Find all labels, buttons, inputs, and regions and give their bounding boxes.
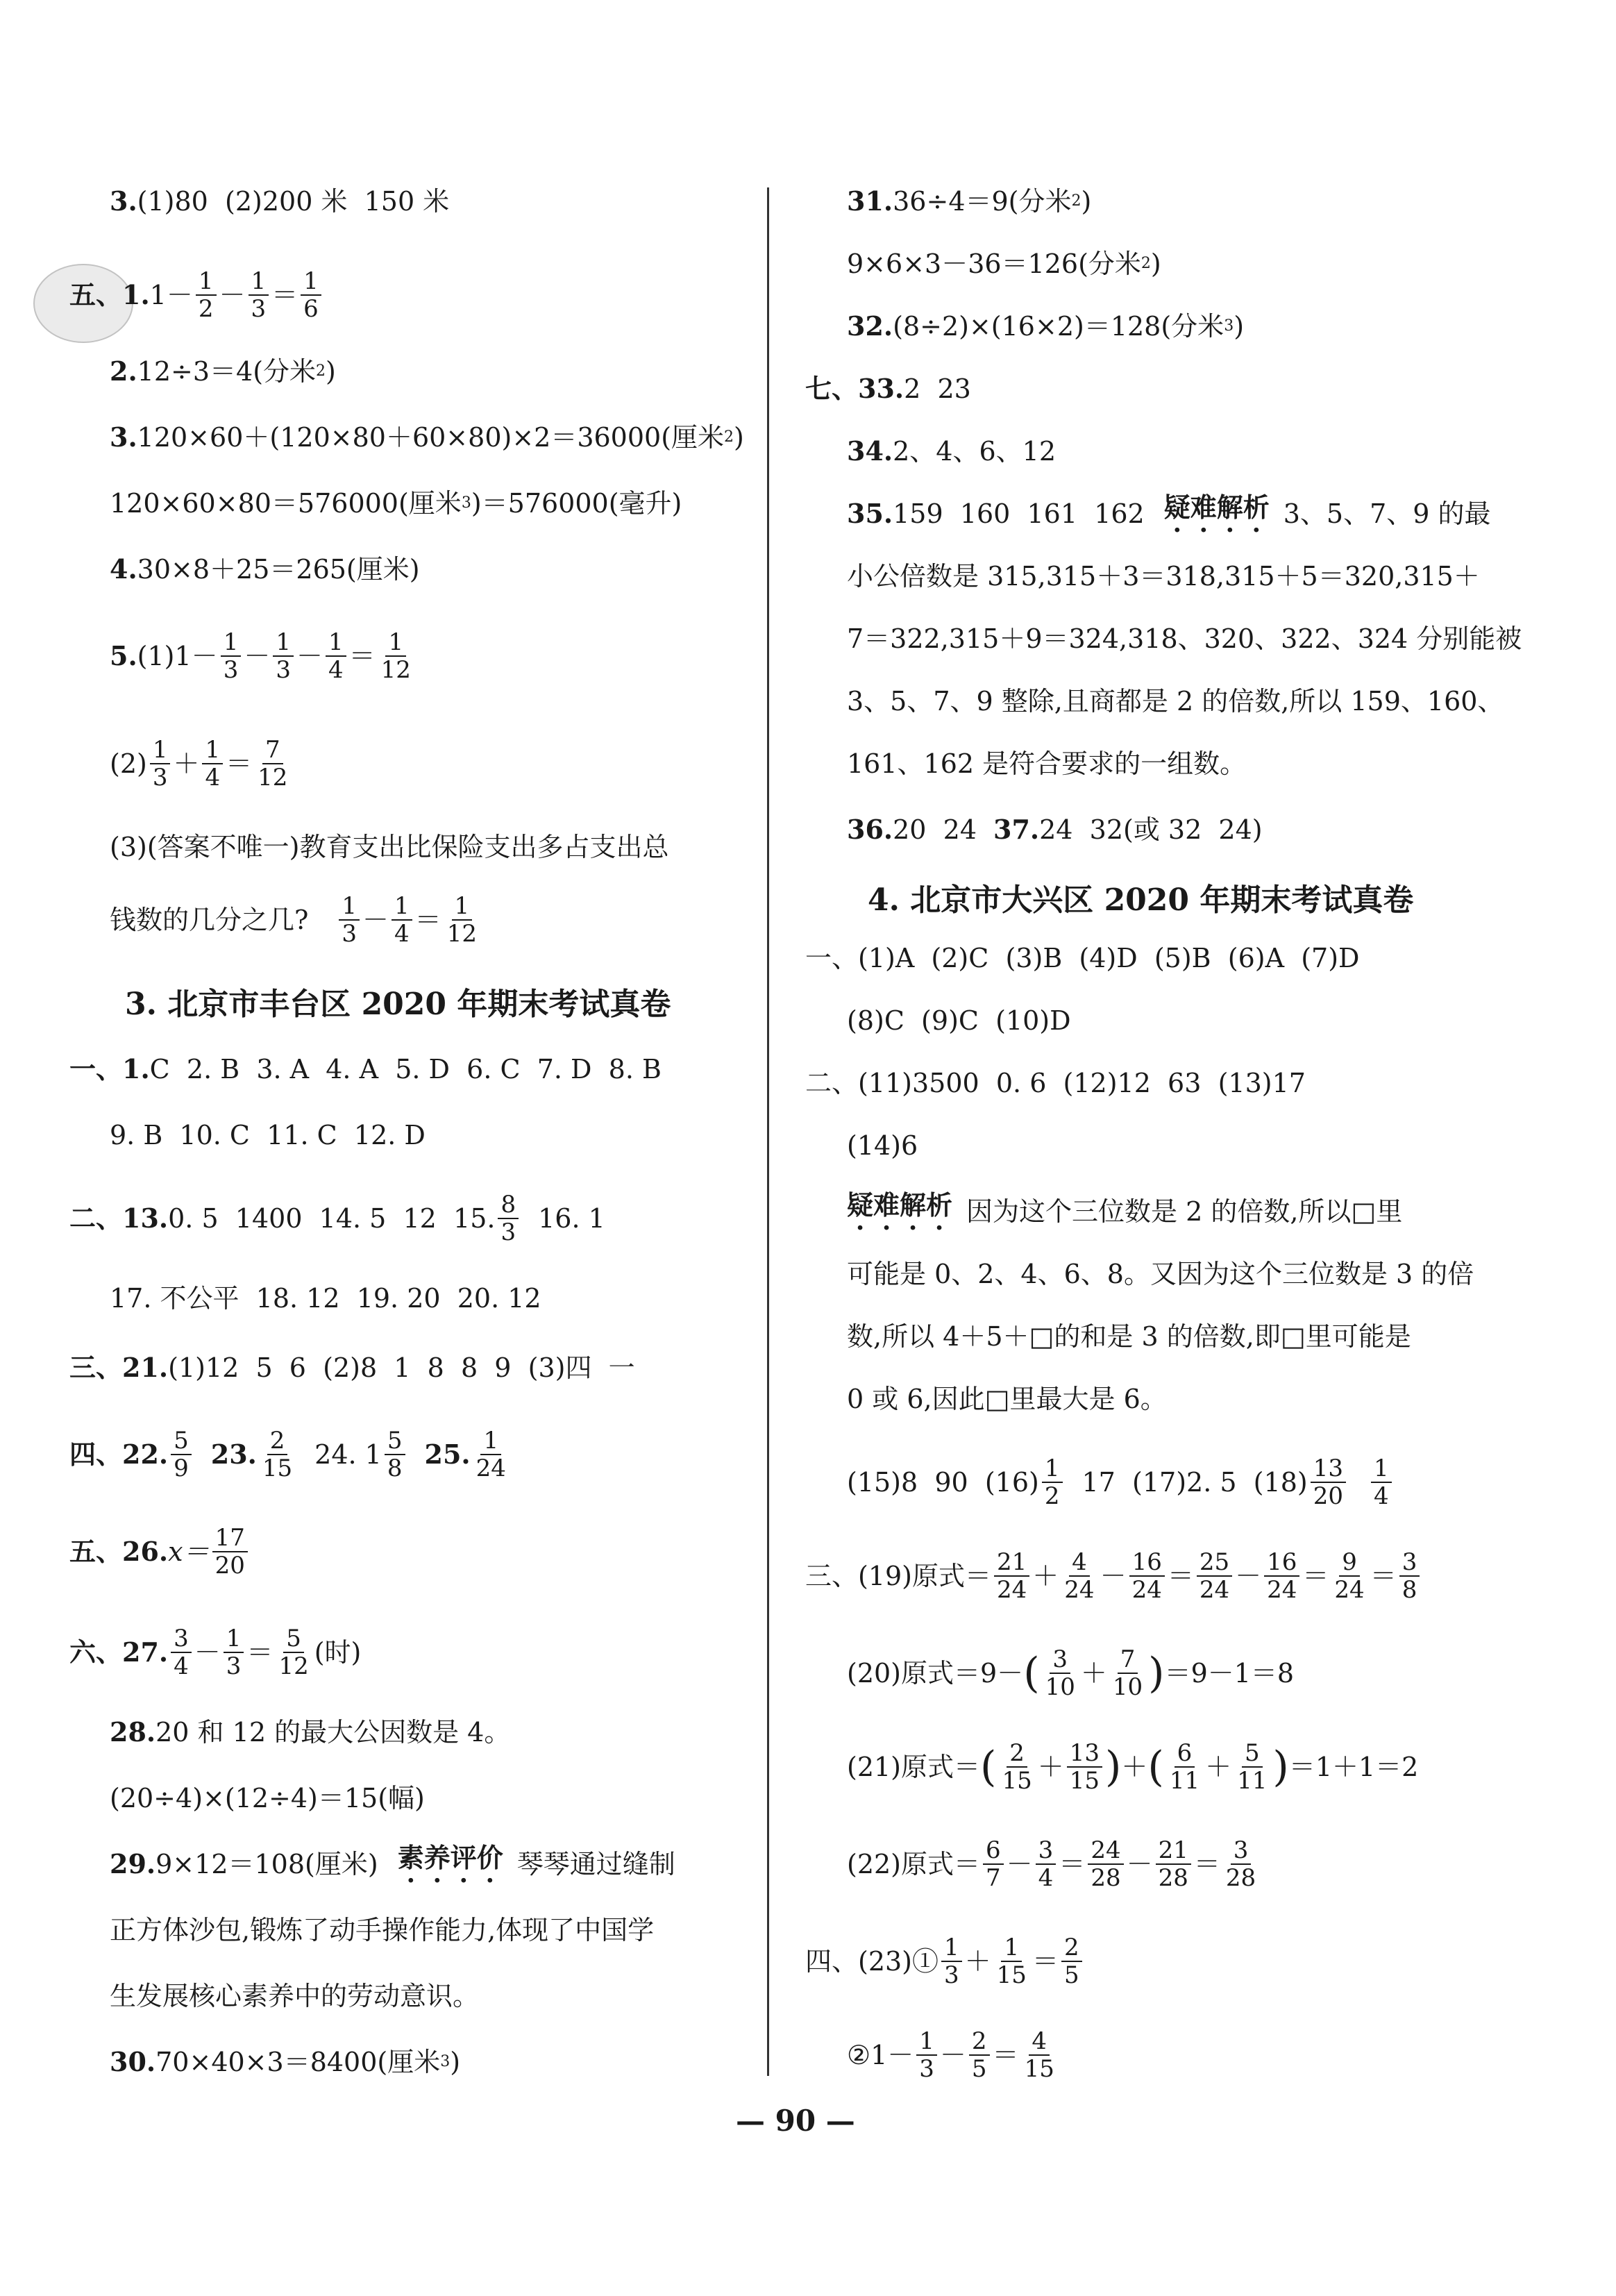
answer-line: [69, 1343, 635, 1392]
fraction: $\frac{5}{11}$: [1237, 1739, 1268, 1795]
answer-text: 四、(23)①: [805, 1946, 939, 1977]
answer-text: 一、(1)A (2)C (3)B (4)D (5)B (6)A (7)D: [805, 943, 1360, 973]
answer-line: [110, 1708, 510, 1757]
answer-line: [69, 1416, 512, 1493]
answer-line: [805, 934, 1359, 982]
fraction: $\frac{1}{4}$: [202, 737, 223, 791]
answer-text: 0 或 6,因此□里最大是 6。: [847, 1384, 1167, 1414]
question-number: 36.: [847, 814, 893, 845]
answer-line: [847, 805, 1263, 854]
fraction: $\frac{21}{28}$: [1156, 1837, 1191, 1891]
answer-text: 三、(19)原式＝: [805, 1561, 992, 1591]
answer-text: 20 和 12 的最大公因数是 4。: [155, 1717, 511, 1748]
answer-line: 五、1. 1－ $\frac{1}{2}$ － $\frac{1}{3}$ ＝ $\frac{1}{6}$: [69, 257, 324, 333]
answer-text: 24 32(或 32 24): [1039, 814, 1263, 845]
fraction: $\frac{13}{20}$: [1311, 1455, 1346, 1509]
answer-text: (21)原式＝: [847, 1752, 981, 1782]
fraction: $\frac{1}{4}$: [392, 893, 412, 947]
page-number: — 90 —: [736, 2104, 855, 2138]
answer-text: 17 (17)2. 5 (18): [1081, 1467, 1308, 1498]
answer-line: [847, 1444, 1395, 1520]
answer-line: 六、27. $\frac{3}{4}$ － $\frac{1}{3}$ ＝ $\frac{5}{12}$ (时): [69, 1625, 362, 1680]
fraction: $\frac{13}{15}$: [1067, 1740, 1102, 1794]
question-number: 30.: [110, 2046, 156, 2077]
answer-line: 2. 12÷3＝4(分米 2 ): [110, 347, 336, 396]
answer-line: 9×6×3－36＝126(分米 2 ): [847, 240, 1161, 288]
fraction: $\frac{1}{3}$: [224, 1625, 244, 1679]
answer-line: [847, 1250, 1474, 1298]
fraction: $\frac{2}{5}$: [1061, 1934, 1082, 1988]
fraction: $\frac{3}{4}$: [1036, 1837, 1057, 1891]
answer-text: 钱数的几分之几?: [110, 905, 309, 935]
answer-text: (2): [110, 748, 147, 779]
fraction: $\frac{8}{3}$: [498, 1191, 519, 1246]
fraction: $\frac{17}{20}$: [212, 1525, 248, 1579]
answer-text: (20÷4)×(12÷4)＝15(幅): [110, 1783, 425, 1813]
answer-text: ＝1＋1＝2: [1288, 1752, 1419, 1782]
fraction: $\frac{1}{6}$: [301, 268, 321, 322]
question-number: 4.: [110, 553, 137, 585]
question-number: 35.: [847, 498, 893, 529]
answer-text: 因为这个三位数是 2 的倍数,所以□里: [966, 1196, 1403, 1227]
answer-text: x＝: [168, 1536, 210, 1567]
answer-line: 3. 120×60＋(120×80＋60×80)×2＝36000(厘米 2 ): [110, 413, 744, 462]
answer-text: 36÷4＝9(分米: [893, 186, 1072, 217]
answer-text: 16. 1: [538, 1203, 605, 1234]
fraction: $\frac{5}{12}$: [278, 1625, 309, 1680]
fraction: $\frac{1}{3}$: [916, 2028, 937, 2082]
column-divider: [767, 187, 769, 2076]
answer-text: 数,所以 4＋5＋□的和是 3 的倍数,即□里可能是: [847, 1321, 1411, 1352]
answer-text: 70×40×3＝8400(厘米: [155, 2047, 441, 2077]
answer-text: 7＝322,315＋9＝324,318、320、322、324 分别能被: [847, 623, 1522, 654]
question-number: 三、21.: [69, 1352, 169, 1383]
answer-line: [110, 1774, 425, 1822]
answer-text: 二、(11)3500 0. 6 (12)12 63 (13)17: [805, 1068, 1306, 1098]
answer-text: ②1－: [847, 2040, 914, 2070]
answer-line: [805, 1059, 1306, 1107]
answer-text: 24. 1: [314, 1439, 382, 1470]
answer-text: 小公倍数是 315,315＋3＝318,315＋5＝320,315＋: [847, 561, 1480, 592]
fraction: $\frac{6}{11}$: [1169, 1739, 1200, 1795]
answer-text: (8÷2)×(16×2)＝128(分米: [893, 311, 1224, 342]
fraction: $\frac{1}{3}$: [339, 893, 360, 947]
fraction: $\frac{1}{4}$: [326, 629, 346, 683]
answer-line: [805, 364, 971, 413]
question-number: 5.: [110, 640, 137, 671]
answer-text: (8)C (9)C (10)D: [847, 1005, 1071, 1036]
section-heading: 3. 北京市丰台区 2020 年期末考试真卷: [125, 987, 671, 1022]
fraction: $\frac{3}{4}$: [171, 1625, 192, 1679]
fraction: $\frac{4}{15}$: [1024, 2027, 1054, 2083]
question-number: 五、26.: [69, 1536, 169, 1567]
fraction: $\frac{1}{2}$: [196, 268, 217, 322]
fraction: $\frac{4}{24}$: [1064, 1548, 1095, 1604]
answer-line: [847, 552, 1480, 601]
fraction: $\frac{7}{12}$: [258, 736, 288, 791]
question-number: 3.: [110, 421, 137, 453]
answer-text: (15)8 90 (16): [847, 1467, 1039, 1498]
answer-line: [69, 1180, 605, 1257]
answer-line: 5. (1)1－ $\frac{1}{3}$ － $\frac{1}{3}$ － $\frac{1}{4}$ ＝ $\frac{1}{12}$: [110, 618, 416, 694]
answer-line: (2) $\frac{1}{3}$ ＋ $\frac{1}{4}$ ＝ $\frac{7}{12}$: [110, 726, 293, 802]
answer-line: [69, 1514, 251, 1590]
fraction: $\frac{2}{15}$: [262, 1427, 293, 1482]
question-number: 六、27.: [69, 1636, 169, 1668]
answer-line: 钱数的几分之几? $\frac{1}{3}$ － $\frac{1}{4}$ ＝ $\frac{1}{12}$: [110, 882, 482, 958]
answer-line: [847, 677, 1504, 726]
answer-text: 3、5、7、9 整除,且商都是 2 的倍数,所以 159、160、: [847, 686, 1504, 717]
answer-text: 生发展核心素养中的劳动意识。: [110, 1981, 480, 2011]
answer-line: (20)原式＝9－ ( $\frac{3}{10}$ ＋ $\frac{7}{10}$ ) ＝9－1＝8: [847, 1645, 1295, 1701]
answer-text: 120×60×80＝576000(厘米: [110, 488, 462, 519]
answer-line: [110, 1274, 541, 1323]
answer-text: (1)12 5 6 (2)8 1 8 8 9 (3)四 一: [168, 1352, 635, 1383]
fraction: $\frac{16}{24}$: [1264, 1549, 1299, 1603]
answer-line: [110, 1840, 675, 1888]
answer-text: C 2. B 3. A 4. A 5. D 6. C 7. D 8. B: [149, 1054, 662, 1084]
answer-text: (时): [314, 1637, 362, 1668]
fraction: $\frac{21}{24}$: [994, 1549, 1029, 1603]
answer-line: [847, 489, 1491, 538]
answer-line: (21)原式＝ ( $\frac{2}{15}$ ＋ $\frac{13}{15}$ ) ＋ ( $\frac{6}{11}$ ＋ $\frac{5}{11}$ ) ＝1＋1＝2: [847, 1739, 1419, 1795]
fraction: $\frac{1}{2}$: [1042, 1455, 1063, 1509]
answer-text: 9×12＝108(厘米): [155, 1849, 378, 1879]
answer-line: [847, 1121, 918, 1170]
fraction: $\frac{1}{3}$: [941, 1934, 962, 1988]
tag-label: 素养评价: [397, 1841, 503, 1873]
question-number: 3.: [110, 185, 137, 217]
answer-text: 0. 5 1400 14. 5 12 15.: [168, 1203, 496, 1234]
fraction: $\frac{24}{28}$: [1088, 1837, 1123, 1891]
answer-text: (14)6: [847, 1130, 918, 1161]
question-number: 34.: [847, 435, 893, 467]
answer-line: [110, 1972, 479, 2020]
answer-text: 161、162 是符合要求的一组数。: [847, 748, 1247, 779]
answer-line: 30. 70×40×3＝8400(厘米 3 ): [110, 2038, 460, 2086]
answer-text: 2 23: [904, 374, 971, 404]
answer-text: 2、4、6、12: [893, 436, 1057, 467]
answer-line: [847, 614, 1522, 663]
answer-text: (1)1－: [137, 641, 218, 671]
fraction: $\frac{3}{8}$: [1399, 1549, 1420, 1603]
fraction: $\frac{2}{5}$: [969, 2028, 990, 2082]
answer-line: [110, 1906, 654, 1954]
answer-line: 三、(19)原式＝ $\frac{21}{24}$ ＋ $\frac{4}{24}$ － $\frac{16}{24}$ ＝ $\frac{25}{24}$ － $\frac{16}{24}$ ＝ $\frac{9}{24}$ ＝ $\frac{3}{8}$: [805, 1538, 1422, 1614]
answer-text: 琴琴通过缝制: [516, 1849, 675, 1879]
answer-line: (22)原式＝ $\frac{6}{7}$ － $\frac{3}{4}$ ＝ $\frac{24}{28}$ － $\frac{21}{28}$ ＝ $\frac{3}{28}$: [847, 1826, 1261, 1902]
answer-line: 四、(23)① $\frac{1}{3}$ ＋ $\frac{1}{15}$ ＝ $\frac{2}{5}$: [805, 1923, 1085, 2000]
fraction: $\frac{1}{4}$: [1371, 1455, 1392, 1509]
question-number: 二、13.: [69, 1203, 169, 1234]
answer-text: 1－: [149, 280, 193, 310]
answer-line: [847, 1312, 1411, 1361]
question-number: 25.: [424, 1439, 471, 1470]
fraction: $\frac{1}{24}$: [475, 1427, 506, 1482]
question-number: 一、1.: [69, 1053, 150, 1084]
fraction: $\frac{3}{28}$: [1225, 1836, 1256, 1892]
answer-text: 3、5、7、9 的最: [1283, 498, 1491, 529]
answer-line: [847, 427, 1056, 476]
fraction: $\frac{1}{3}$: [273, 629, 294, 683]
answer-line: [847, 739, 1246, 788]
fraction: $\frac{1}{3}$: [249, 268, 269, 322]
answer-line: [847, 1375, 1167, 1423]
answer-text: (22)原式＝: [847, 1849, 981, 1879]
fraction: $\frac{5}{8}$: [385, 1427, 405, 1482]
answer-text: 9×6×3－36＝126(分米: [847, 249, 1141, 279]
fraction: $\frac{1}{12}$: [380, 628, 411, 684]
question-number: 37.: [993, 814, 1040, 845]
fraction: $\frac{1}{3}$: [150, 737, 171, 791]
fraction: $\frac{7}{10}$: [1112, 1645, 1143, 1701]
answer-line: [110, 545, 420, 594]
answer-text: 12÷3＝4(分米: [137, 356, 317, 387]
fraction: $\frac{16}{24}$: [1129, 1549, 1165, 1603]
answer-text: 可能是 0、2、4、6、8。又因为这个三位数是 3 的倍: [847, 1259, 1474, 1289]
answer-text: ＝9－1＝8: [1164, 1658, 1295, 1689]
fraction: $\frac{1}{3}$: [221, 629, 242, 683]
question-number: 七、33.: [805, 373, 904, 404]
fraction: $\frac{3}{10}$: [1045, 1645, 1075, 1701]
question-number: 28.: [110, 1716, 156, 1748]
answer-text: (20)原式＝9－: [847, 1658, 1024, 1689]
fraction: $\frac{1}{15}$: [996, 1934, 1027, 1989]
answer-text: (3)(答案不唯一)教育支出比保险支出多占支出总: [110, 832, 669, 862]
answer-line: [847, 1187, 1402, 1236]
answer-line: 31. 36÷4＝9(分米 2 ): [847, 177, 1091, 226]
section-heading: 4. 北京市大兴区 2020 年期末考试真卷: [868, 882, 1414, 918]
question-number: 32.: [847, 310, 893, 342]
fraction: $\frac{25}{24}$: [1197, 1549, 1232, 1603]
answer-line: 120×60×80＝576000(厘米 3 )＝576000(毫升): [110, 479, 682, 528]
answer-text: 17. 不公平 18. 12 19. 20 20. 12: [110, 1283, 541, 1314]
fraction: $\frac{5}{9}$: [171, 1427, 192, 1482]
answer-text: 20 24: [893, 814, 977, 845]
tag-label: 疑难解析: [847, 1189, 953, 1221]
answer-line: [69, 1045, 662, 1093]
answer-line: [847, 996, 1071, 1045]
question-number: 2.: [110, 355, 137, 387]
fraction: $\frac{9}{24}$: [1334, 1548, 1365, 1604]
answer-line: 32. (8÷2)×(16×2)＝128(分米 3 ): [847, 302, 1244, 351]
answer-text: 120×60＋(120×80＋60×80)×2＝36000(厘米: [137, 422, 725, 453]
tag-label: 疑难解析: [1163, 491, 1270, 523]
fraction: $\frac{6}{7}$: [983, 1837, 1004, 1891]
answer-text: (1)80 (2)200 米 150 米: [137, 186, 450, 217]
answer-line: ②1－ $\frac{1}{3}$ － $\frac{2}{5}$ ＝ $\frac{4}{15}$: [847, 2017, 1060, 2093]
question-number: 四、22.: [69, 1439, 169, 1470]
answer-text: 9. B 10. C 11. C 12. D: [110, 1120, 426, 1150]
question-number: 29.: [110, 1848, 156, 1879]
fraction: $\frac{1}{12}$: [446, 892, 477, 948]
fraction: $\frac{2}{15}$: [1002, 1739, 1032, 1795]
question-number: 23.: [210, 1439, 257, 1470]
question-number: 31.: [847, 185, 893, 217]
question-number: 五、1.: [69, 279, 150, 310]
answer-line: [110, 823, 668, 871]
answer-text: 30×8＋25＝265(厘米): [137, 554, 420, 585]
answer-line: [110, 177, 449, 226]
answer-text: 正方体沙包,锻炼了动手操作能力,体现了中国学: [110, 1915, 655, 1945]
answer-line: [110, 1111, 426, 1159]
answer-text: 159 160 161 162: [893, 498, 1145, 529]
